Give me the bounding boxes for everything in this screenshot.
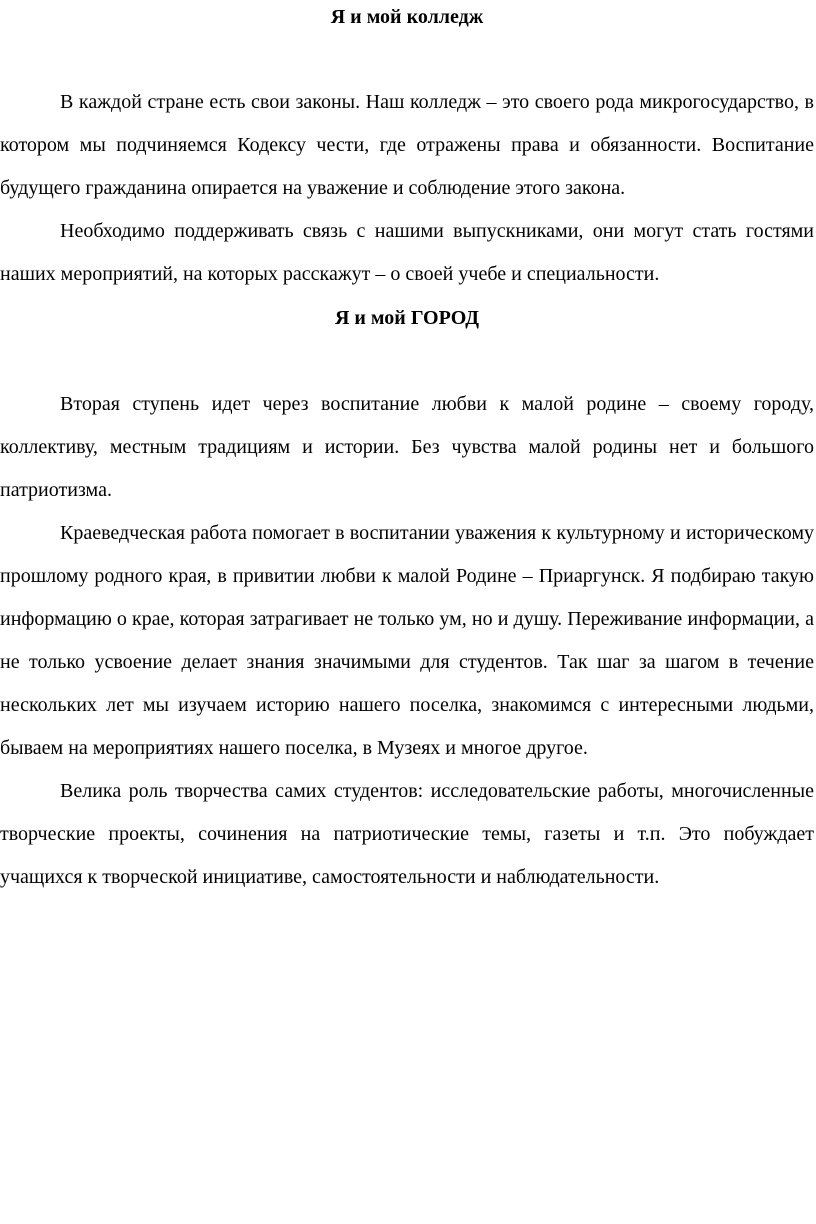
paragraph: В каждой стране есть свои законы. Наш колледж – это своего рода микрогосударство, в котором мы подчиняемся Кодексу чести, где отражены права и обязанности. Воспитание будущего гражданина опирается на уважение и соблюдение этого закона. (0, 91, 814, 199)
heading-city: Я и мой ГОРОД (334, 307, 480, 329)
paragraph: Необходимо поддерживать связь с нашими выпускниками, они могут стать гостями наших мероприятий, на которых расскажут – о своей учебе и специальности. (0, 220, 814, 285)
heading-college: Я и мой колледж (330, 6, 484, 28)
section-college (0, 81, 814, 296)
paragraph: Вторая ступень идет через воспитание любви к малой родине – своему городу, коллективу, местным традициям и истории. Без чувства малой родины нет и большого патриотизма. (0, 393, 814, 501)
paragraph: Велика роль творчества самих студентов: исследовательские работы, многочисленные творческие проекты, сочинения на патриотические темы, газеты и т.п. Это побуждает учащихся к творческой инициативе, самостоятельности и наблюдательности. (0, 780, 814, 888)
section-city (0, 383, 814, 899)
paragraph: Краеведческая работа помогает в воспитании уважения к культурному и историческому прошлому родного края, в привитии любви к малой Родине – Приаргунск. Я подбираю такую информацию о крае, которая затрагивает не только ум, но и душу. Переживание информации, а не только усвоение делает знания значимыми для студентов. Так шаг за шагом в течение нескольких лет мы изучаем историю нашего поселка, знакомимся с интересными людьми, бываем на мероприятиях нашего поселка, в Музеях и многое другое. (0, 522, 814, 759)
